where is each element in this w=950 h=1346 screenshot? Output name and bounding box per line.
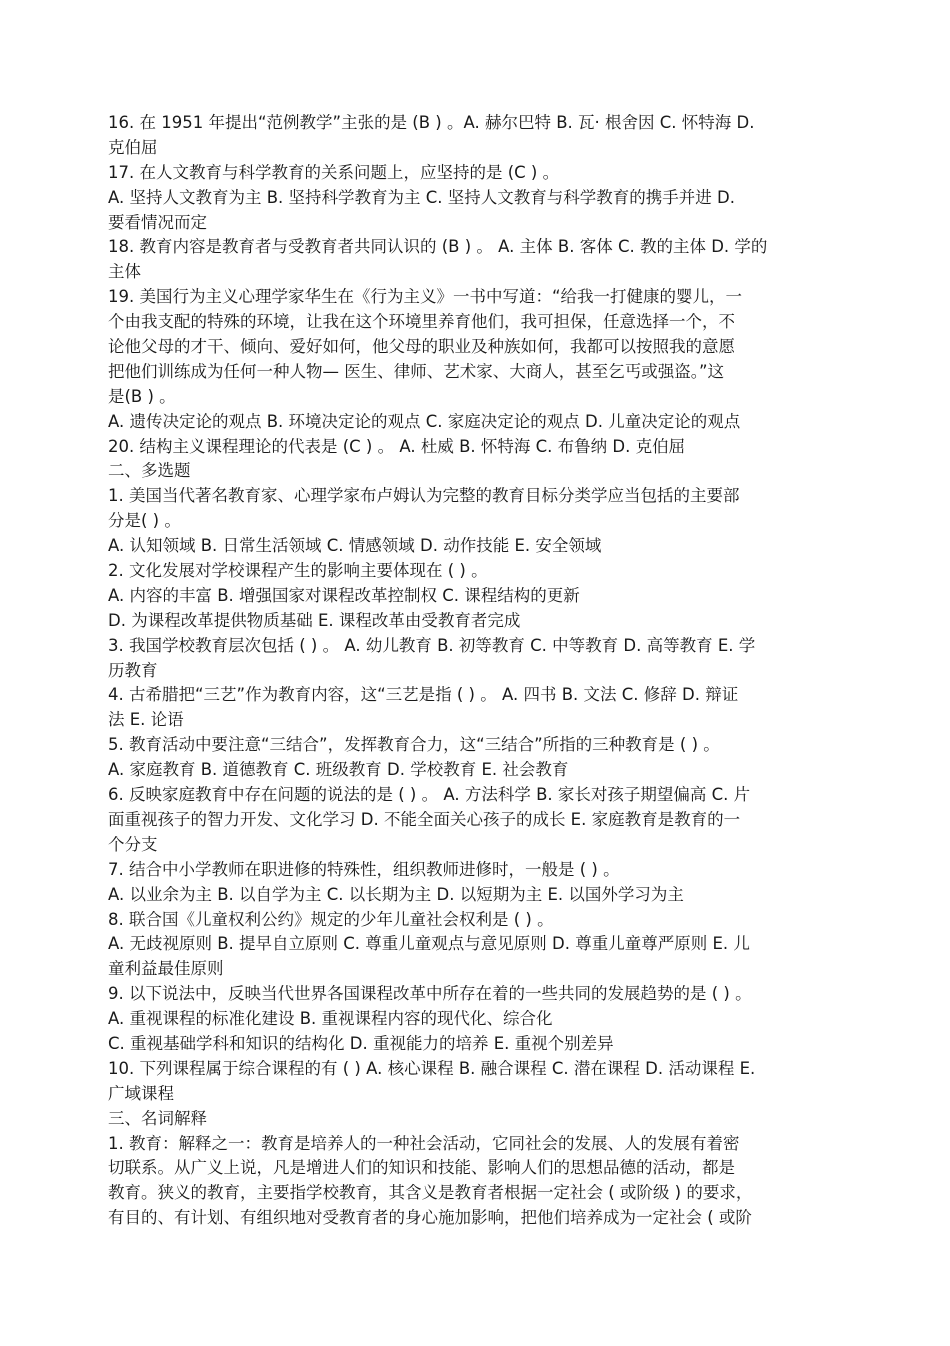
text-line: A. 认知领域 B. 日常生活领域 C. 情感领域 D. 动作技能 E. 安全领域 (108, 536, 602, 556)
document-page (108, 111, 848, 1231)
text-line: A. 家庭教育 B. 道德教育 C. 班级教育 D. 学校教育 E. 社会教育 (108, 760, 569, 780)
text-line: 7. 结合中小学教师在职进修的特殊性，组织教师进修时，一般是 ( ) 。 (108, 859, 620, 879)
text-line: 要看情况而定 (108, 212, 207, 232)
text-line: 主体 (108, 262, 141, 282)
section-heading: 二、多选题 (108, 461, 191, 481)
text-line: 17. 在人文教育与科学教育的关系问题上，应坚持的是 (C ) 。 (108, 162, 560, 182)
text-line: 个由我支配的特殊的环境，让我在这个环境里养育他们，我可担保，任意选择一个，不 (108, 312, 735, 332)
text-line: 1. 美国当代著名教育家、心理学家布卢姆认为完整的教育目标分类学应当包括的主要部 (108, 486, 740, 506)
text-line: 广域课程 (108, 1083, 174, 1103)
text-line: C. 重视基础学科和知识的结构化 D. 重视能力的培养 E. 重视个别差异 (108, 1033, 614, 1053)
text-line: 16. 在 1951 年提出“范例教学”主张的是 (B ) 。A. 赫尔巴特 B. 瓦· 根舍因 C. 怀特海 D. (108, 113, 755, 132)
text-line: 面重视孩子的智力开发、文化学习 D. 不能全面关心孩子的成长 E. 家庭教育是教育的一 (108, 809, 741, 829)
text-line: 克伯屈 (108, 137, 158, 157)
text-line: 8. 联合国《儿童权利公约》规定的少年儿童社会权利是 ( ) 。 (108, 909, 554, 929)
text-line: A. 以业余为主 B. 以自学为主 C. 以长期为主 D. 以短期为主 E. 以国外学习为主 (108, 884, 684, 904)
section-heading: 三、名词解释 (108, 1108, 207, 1128)
text-line: A. 无歧视原则 B. 提早自立原则 C. 尊重儿童观点与意见原则 D. 尊重儿童尊严原则 E. 儿 (108, 934, 750, 954)
text-line: 19. 美国行为主义心理学家华生在《行为主义》一书中写道：“给我一打健康的婴儿，一 (108, 287, 743, 307)
text-line: 4. 古希腊把“三艺”作为教育内容，这“三艺是指 ( ) 。 A. 四书 B. 文法 C. 修辞 D. 辩证 (108, 685, 739, 705)
text-line: 教育。狭义的教育，主要指学校教育，其含义是教育者根据一定社会 ( 或阶级 ) 的要求， (108, 1183, 753, 1203)
text-line: D. 为课程改革提供物质基础 E. 课程改革由受教育者完成 (108, 610, 521, 630)
text-line: 论他父母的才干、倾向、爱好如何，他父母的职业及种族如何，我都可以按照我的意愿 (108, 337, 735, 357)
text-line: A. 内容的丰富 B. 增强国家对课程改革控制权 C. 课程结构的更新 (108, 585, 580, 605)
text-line: 20. 结构主义课程理论的代表是 (C ) 。 A. 杜威 B. 怀特海 C. 布鲁纳 D. 克伯屈 (108, 436, 686, 456)
text-line: 切联系。从广义上说，凡是增进人们的知识和技能、影响人们的思想品德的活动，都是 (108, 1158, 735, 1178)
text-line: 法 E. 论语 (108, 710, 184, 730)
text-line: 9. 以下说法中，反映当代世界各国课程改革中所存在着的一些共同的发展趋势的是 ( ) 。 (108, 984, 752, 1004)
text-line: 5. 教育活动中要注意“三结合”，发挥教育合力，这“三结合”所指的三种教育是 ( ) 。 (108, 735, 720, 755)
text-line: 童利益最佳原则 (108, 959, 224, 979)
text-line: 分是( ) 。 (108, 511, 181, 531)
text-line: 是(B ) 。 (108, 386, 176, 406)
text-line: A. 遗传决定论的观点 B. 环境决定论的观点 C. 家庭决定论的观点 D. 儿童决定论的观点 (108, 411, 741, 431)
text-line: A. 坚持人文教育为主 B. 坚持科学教育为主 C. 坚持人文教育与科学教育的携手并进 D. (108, 187, 735, 207)
text-line: 3. 我国学校教育层次包括 ( ) 。 A. 幼儿教育 B. 初等教育 C. 中等教育 D. 高等教育 E. 学 (108, 635, 756, 655)
text-line: 6. 反映家庭教育中存在问题的说法的是 ( ) 。 A. 方法科学 B. 家长对孩子期望偏高 C. 片 (108, 785, 751, 805)
text-line: 把他们训练成为任何一种人物— 医生、律师、艺术家、大商人，甚至乞丐或强盗。”这 (108, 361, 725, 381)
text-line: A. 重视课程的标准化建设 B. 重视课程内容的现代化、综合化 (108, 1009, 553, 1029)
text-line: 18. 教育内容是教育者与受教育者共同认识的 (B ) 。 A. 主体 B. 客体 C. 教的主体 D. 学的 (108, 237, 768, 257)
text-line: 历教育 (108, 660, 158, 680)
text-line: 有目的、有计划、有组织地对受教育者的身心施加影响，把他们培养成为一定社会 ( 或阶 (108, 1208, 752, 1228)
text-line: 1. 教育：解释之一：教育是培养人的一种社会活动，它同社会的发展、人的发展有着密 (108, 1133, 740, 1153)
text-line: 个分支 (108, 834, 158, 854)
text-line: 10. 下列课程属于综合课程的有 ( ) A. 核心课程 B. 融合课程 C. 潜在课程 D. 活动课程 E. (108, 1058, 756, 1078)
text-line: 2. 文化发展对学校课程产生的影响主要体现在 ( ) 。 (108, 561, 488, 581)
